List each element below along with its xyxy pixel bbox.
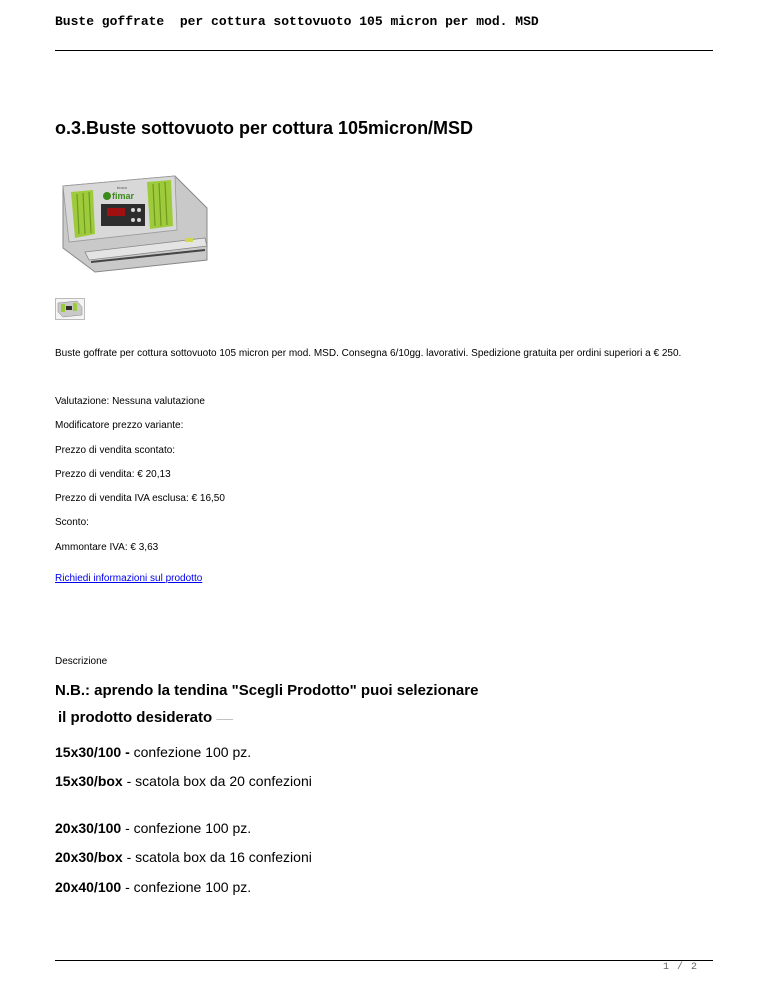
item-desc: - scatola box da 16 confezioni [122, 849, 312, 865]
item-desc: - confezione 100 pz. [121, 820, 252, 836]
item-desc: confezione 100 pz. [129, 744, 252, 760]
sale-price: Prezzo di vendita: € 20,13 [55, 469, 171, 480]
vat-amount: Ammontare IVA: € 3,63 [55, 542, 159, 553]
footer-divider [55, 960, 713, 961]
description-label: Descrizione [55, 656, 108, 667]
svg-text:bravo: bravo [117, 185, 128, 190]
nb-note-line1: N.B.: aprendo la tendina "Scegli Prodotto" puoi selezionare [55, 682, 479, 699]
discount-line: Sconto: [55, 517, 89, 528]
product-thumbnail[interactable] [55, 298, 85, 320]
item-desc: - scatola box da 20 confezioni [122, 773, 312, 789]
running-header: Buste goffrate per cottura sottovuoto 105 micron per mod. MSD [55, 14, 539, 29]
svg-text:fimar: fimar [112, 191, 135, 201]
item-code: 20x30/100 [55, 820, 122, 836]
item-row-1 [55, 744, 251, 760]
item-row-5 [55, 879, 251, 895]
discounted-price: Prezzo di vendita scontato: [55, 445, 176, 456]
item-code: 15x30/100 - [55, 744, 130, 760]
price-ex-vat: Prezzo di vendita IVA esclusa: € 16,50 [55, 493, 225, 504]
request-info-link[interactable]: Richiedi informazioni sul prodotto [55, 573, 203, 584]
product-image[interactable] [55, 168, 215, 278]
nb-note-text: il prodotto desiderato [58, 709, 213, 726]
item-code: 15x30/box [55, 773, 123, 789]
item-row-4 [55, 849, 312, 865]
nb-note-mark: ______ [216, 715, 234, 722]
page-title: o.3.Buste sottovuoto per cottura 105micron/MSD [55, 118, 474, 138]
item-row-3 [55, 820, 251, 836]
item-row-2 [55, 773, 312, 789]
item-code: 20x40/100 [55, 879, 122, 895]
item-desc: - confezione 100 pz. [121, 879, 252, 895]
nb-note-line2 [58, 709, 233, 726]
intro-text: Buste goffrate per cottura sottovuoto 105 micron per mod. MSD. Consegna 6/10gg. lavorativi. Spedizione gratuita per ordini superiori a € 250. [55, 348, 682, 359]
page-number: 1 / 2 [663, 962, 699, 973]
item-code: 20x30/box [55, 849, 123, 865]
variant-price-modifier: Modificatore prezzo variante: [55, 420, 184, 431]
header-divider [55, 50, 713, 51]
rating-line: Valutazione: Nessuna valutazione [55, 396, 205, 407]
